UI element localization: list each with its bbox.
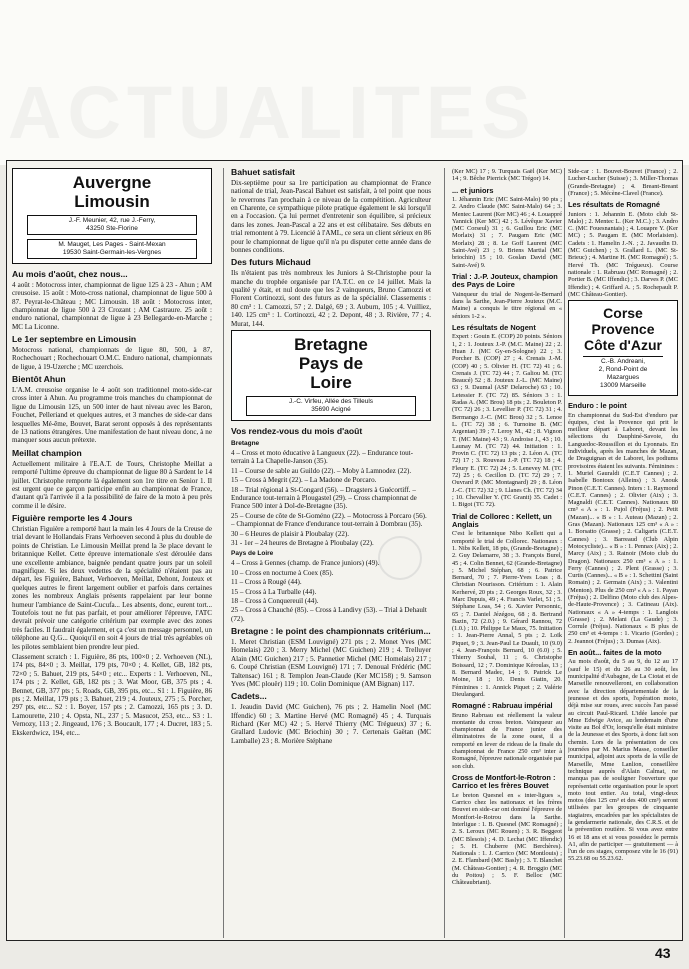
event-item: 4 – Cross à Gennes (champ. de France juniors) (49). — [231, 559, 380, 568]
region-title: Bretagne Pays de Loire — [294, 335, 368, 393]
article-heading: ... et juniors — [452, 185, 494, 195]
region-title: Auvergne Limousin — [72, 173, 152, 211]
article-text: Side-car : 1. Bouvet-Bouvet (France) ; 2. Lucher-Lucher (Suisse) ; 3. Miller-Thomas (Grande-Bretagne) ; 4. Breant-Breant (France) ; 5. Mécène-Clavel (France). — [568, 168, 678, 197]
column-divider — [223, 168, 224, 938]
subheading: Bretagne — [231, 439, 260, 447]
event-item: 25 – Course de côte de St-Goméno (22). – Motocross à Porcaro (56). – Championnat de France d'endurance tout-terrain à Dombrau (35). — [231, 511, 427, 529]
article-heading: Meillat champion — [12, 447, 82, 458]
region-box-bretagne — [231, 330, 431, 421]
article-text: Bruno Rabruau est réellement la valeur montante du cross breton. Vainqueur au championnat de France junior des éliminatoires de la zone ouest, il a remporté en lever de rideau de la finale du championnat de France 250 cm³ inter à Romagné, l'épreuve nationale organisée par son club. — [452, 711, 562, 770]
article-heading: Les résultats de Romagné — [568, 200, 661, 210]
event-item: 11 – Cross à Rougé (44). — [231, 578, 302, 587]
event-item: 25 – Cross à Chauché (85). – Cross à Landivy (53). – Trial à Dehault (72). — [231, 606, 427, 623]
article-text: Vainqueur du trial de Nogent-le-Bernard dans la Sarthe, Jean-Pierre Jouteux (M.C. Maine) a conquis le titre régional en « séniors 1-2 ». — [452, 290, 562, 320]
article-text: L'A.M. creusoise organise le 4 août son traditionnel moto-side-car cross inter à Ahun. Au programme trois manches du championnat de ligue du Limousin 125, un 500 inter de haut niveau avec les Baron, Fouchet, Pelleriand et quelques autres, et 3 manches de side-car dans lesquelles Mé-ême, Bouvet, Barat seront opposés à des représentants de 13 nations étrangères. Une manifestation de haut niveau donc, à ne manquer sous aucun prétexte. — [12, 386, 212, 445]
article-heading: Enduro : le point — [568, 401, 627, 411]
event-item: 15 – Cross à Megrit (22). – La Madone de Porcaro. — [231, 476, 377, 485]
results-text: Classement scratch : 1. Figuière, 86 pts, 100×0 ; 2. Verhoeven (NL), 174 pts, 84×0 ; 3. Meillat, 179 pts, 70×0 ; 4. Kellet, GB, 182 pts, 72×0 ; 5. Bahuet, 219 pts, 54×0 ; etc... Experts : 1. Verhoeven, NL, 174 pts ; 2. Kellet, GB, 182 pts ; 3. Wat Moor, GB, 375 pts ; 4. Bennet, GB, 377 pts ; 5. Roads, GB, 395 pts, etc... S1 : 1. Figuière, 86 pts ; 2. Meillat, 179 pts ; 3. Bahuet, 219 ; 4. Jouteux, 275 ; 5. Porcher, 297 pts, etc... S2 : 1. Boyer, 157 pts ; 2. Camozzi, 165 pts ; 3. D. Lamourette, 210 ; 4. Opsta, NL, 237 ; 5. Masucot, 253, etc... S3 : 1. Vernozy, 113 ; 2. Jingeaud, 176 ; 3. Boucault, 177 ; 4. Ducret, 183 ; 5. Ekskerdwicz, 194, etc... — [12, 653, 212, 737]
event-item: 4 – Cross et moto éducative à Langueux (22). – Endurance tout-terrain à La Chapelle-Janson (35). — [231, 448, 414, 466]
column-4 — [568, 168, 678, 936]
event-item: 15 – Cross à La Turballe (44). — [231, 587, 317, 596]
column-1 — [12, 168, 212, 936]
article-heading: Au mois d'août, chez nous... — [12, 269, 128, 279]
article-text: Dix-septième pour sa 1re participation au championnat de France national de trial, Jean-Pascal Bahuet est satisfait, à tel point que nous le reverrons l'an prochain à ce niveau de la compétition. Agriculteur en Charente, ce sympathique pilote pratique également le ski lorsqu'il en a l'occasion. Ça lui permet d'entretenir son équilibre, si précieux dans les zones. Jean-Pascal a 22 ans et est célibataire. Ses débuts en trial remontent à 79. Licencié à l'AML, ce sera un client sérieux en 86 pour le championnat de ligue qu'il n'a pu disputer cette année dans de bonnes conditions. — [231, 178, 431, 255]
article-text: 4 août : Motocross inter, championnat de ligue 125 à 23 - Ahun ; AM creusoise. 15 août : Moto-cross national, championnat de ligue 500 à 87. Peyrat-le-Château ; MC Limousin. 18 août : Motocross inter, championnat de ligue 500 à 23 Crozant ; AM Castraure. 25 août : enduro national, championnat de ligue à 23 Bellegarde-en-Marche ; MC La Liconne. — [12, 280, 212, 331]
region-box-corse — [568, 300, 678, 396]
article-text: En championnat du Sud-Est d'enduro par équipes, c'est la Provence qui prit le meilleur départ à Laboret, devant les sélections du Dauphiné-Savoie, du Languedoc-Roussillon et du Lyonnais. En individuels, après les manches de Mazan, de Draguignan et de Laboret, les podiums provisoires étaient les suivants. Féminines : 1. Muriel Gauraldi (C.E.T Cannes) ; 2. Isabelle Bontoux (Alleins) ; 3. Anouk Pinon (C.E.T. Cannes). Inters : 1. Raymond (C.E.T. Cannes) ; 2. Olivier (Aix) ; 3. Magnaldi (C.E.T. Cannes). Nationaux 80 cm³ « A » : 1. Pujol (Fréjus) ; 2. Petit (Mazan)... « B » : 1. Auteau (Mazan) ; 2. Gras (Mazan). Nationaux 125 cm³ « A » : 1. Borsatto (Grasse) ; 2. Caligaris (C.E.T. Cannes) ; 3. Barreaud (Club Alpin Motocycliste)... « B » : 1. Pennax (Aix) ; 2. Marcy (Aix) ; 3. Rainoir (Moto club du Dragon). Nationaux 250 cm³ « A » : 1. Ferry (Cannes) ; 2. Plent (Grasse) ; 3. Curtis (Cannes)... « B » : 1. Schettini (Saint Romain) ; 2. Germain (Aix) ; 3. Valentini (Menton). Plus de 250 cm³ « A » : 1. Payan (Fréjus) ; 2. Delfino (Moto club des Alpes-de-Haute-Provence) ; 3. Catineau (Aix). Nationaux « A » 4-temps : 1. Langlois (Grasse) ; 2. Melani (La Gaude) ; 3. Corrule (Fréjus). Nationaux « B plus de 250 cm³ et 4-temps : 1. Vicario (Gordes) ; 2. Jeannot (Fréjus) ; 3. Dumas (Aix). — [568, 411, 678, 645]
article-text: 1. Jeaudin David (MC Guichen), 76 pts ; 2. Hamelin Noel (MC Iffendic) 60 ; 3. Martine Hervé (MC Romagné) 45 ; 4. Turquais Richard (Ker MC) 42 ; 5. Hervé Thierry (MC Trégueux) 37 ; 6. Grallard Ludovic (MC Briochin) 30 ; 7. Certenais Gaëtan (MC Lamballe) 23 ; 8. Morière Stéphane — [231, 703, 431, 745]
article-heading: Bretagne : le point des championnats critérium... — [231, 626, 431, 637]
article-text: Au mois d'août, du 5 au 9, du 12 au 17 (sauf le 15) et du 26 au 30 août, les municipalité d'Aubagne, de La Ciotat et de Marseille renouvelleront, en collaboration avec la direction départementale de la jeunesse et des sports, l'opération moto, déjà mise sur roues, avec succès l'an passé au circuit Paul-Ricard. L'idée lancée par Mme Edwige Avice, au lendemain d'une visite au Bol d'Or, lorsqu'elle était ministre de la Jeunesse et des Sports, à donc fait son chemin. Lors de la présentation de ces journées par M. Marius Masse, conseiller municipal, adjoint aux sports de la ville de Marseille, Mme Lanlion, conseillère technique auprès d'Alain Calmat, ne manqua pas de souligner l'ouverture que représentait cette organisation pour le sport moto tout entier. Au total, vingt-deux motos (des 125 cm³ et des 400 cm³) seront utilisées par les groupes de cinquante stagiaires, encadrées par les spécialistes de la gendarmerie nationale, des C.R.S. et de la prévention routière. Si vous avez entre 16 et 18 ans et si vous possédez le permis A1, afin de participer — gratuitement — à l'un de ces stages, composez vite le 16 (91) 55.23.68 ou 55.23.62. — [568, 658, 678, 863]
banner-title: ACTUALITES — [8, 71, 537, 154]
article-heading: En août... faites de la moto — [568, 648, 662, 658]
article-heading: Cross de Montfort-le-Rotron : Carrico et les frères Bouvet — [452, 772, 556, 791]
article-text: Christian Figuière a remporté haut la main les 4 Jours de la Creuse de trial devant le Hollandais Frans Verhoeven second à plus du double de points de Christian. Le Limousin Meillat prend la 3e place devant le britannique Kellet. Cette épreuve internationale s'est déroulée dans une excellente ambiance, baignée pendant quatre jours par un soleil magnifique. Si les deux vedettes de la spécialité n'étaient pas au départ, les Figuière, Bahuet, Verhoeven, Meillat, Dehont, Jouteux et quelques autres le firent largement oublier et parfois dans certaines zones les nombreux Anglais présents rappelaient par leur bonne humeur l'ambiance de Saint-Cucufa... Les absents, donc, eurent tort... Toutefois tout ne fut pas parfait, et pour améliorer l'épreuve, l'ATC devrait prévoir une catégorie critérium par exemple avec des zones très faciles. Il faudrait également, et ça c'est un message personnel, un téléphone au Q.G... Quoiqu'il en soit 4 jours de trial très agréables où les pilotes semblaient bien prendre leur pied. — [12, 524, 212, 651]
article-text: 1. Meret Christian (ESM Louvigné) 271 pts ; 2. Monet Yves (MC Homelais) 220 ; 3. Merry Michel (MC Guichen) 219 ; 4. Trelluyer Alain (MC Guichen) 217 ; 5. Pannetier Michel (MC Homelais) 217 ; 6. Coupé Christian (ESM Louvigné) 171 ; 7. Denoual Frédéric (MC Taltensac) 161 ; 8. Templon Jean-Claude (Ker MC158) ; 9. Samson Yves (MC plouër) 119 ; 10. Colin Dominique (AM Bignan) 117. — [231, 638, 431, 689]
header-banner — [0, 0, 689, 165]
article-heading: Des futurs Michaud — [231, 257, 311, 268]
article-heading: Vos rendez-vous du mois d'août — [231, 426, 363, 437]
column-divider — [444, 168, 445, 938]
article-text: 1. Jéhannin Eric (MC Saint-Malo) 90 pts ; 2. Andro Claude (MC Saint-Malo) 64 ; 3. Mentec Laurent (Ker MC) 46 ; 4. Louappré Yannick (Ker MC) 42 ; 5. Lévêque Xavier (MC Corseul) 31 ; 6. Guillou Eric (MC Morlaix) 31 ; 7. Paugam Eric (MC Morlaix) 28 ; 8. Le Goff Laurent (MC Saint-Avé) 23 ; 9. Briens Martial (MC briochin) 15 ; 10. Goslan David (MC Saint-Avé) 9. — [452, 196, 562, 269]
article-heading: Trial : J.-P. Jouteux, champion des Pays de Loire — [452, 271, 558, 290]
region-address: C.-B. Andreani, 2, Rond-Point de Mazargues 13009 Marseille — [583, 356, 663, 391]
event-item: 18 – Cross à Conquereuil (44). — [231, 596, 319, 605]
region-title: Corse Provence Côte d'Azur — [584, 305, 662, 354]
article-text: Expert : Gouin E. (COP) 20 points. Séniors 1, 2 : 1. Jouteux J.-P. (M.C. Maine) 22 ; 2. Huan J. (MC Gy-en-Sologne) 22 ; 3. Porcher B. (COP) 27 ; 4. Crenais J.-M. (COP) 40 ; 5. Olivier H. (TC 72) 41 ; 6. Crenais J. (TC 72) 44 ; 7. Galiou M. (TC Beaucé) 52 ; 8. Jouteux J.-L. (MC Maine) 63 ; 9. Daumal (ASF Delaroche) 63 ; 10. Letessier F. (TC 72) 85. Séniors 3 : 1. Radas A. (MC Brou) 18 pts ; 2. Bouleton P. (TC 72) 26 ; 3. Levellier P. (TC 72) 31 ; 4. Bermango J.-C. (MC Brou) 32 ; 5. Lenoe L. (TC 72) 38 ; 6. Turnoine B. (MC Argentan) 39 ; 7. Leroy M., 42 ; 8. Vignon T. (MC Maine) 43 ; 9. Androise J., 43 ; 10. Launay M. (TC 72) 44. Initiation : 1. Provin C. (TC 72) 13 pts ; 2. Léon A. (TC 72) 17 ; 3. Rouveau J.-P. (TC 72) 18 ; 4. Fleury E. (TC 72) 24 ; 5. Lenevey M. (TC 72) 25 ; 6. Cecillon D. (TC 72) 29 ; 7. Ouvrard P. (MC Montagnard) 29 ; 8. Léon J.-C. (TC 72) 32 ; 9. Llanes Ch. (TC 72) 34 ; 10. Chevallier Y. (TC Granit) 35. Cadet : 1. Bigot (TC 72). — [452, 333, 562, 509]
region-address: J.-F. Meunier, 42, rue J.-Ferry, 43250 Ste-Florine — [27, 215, 197, 235]
article-heading: Le 1er septembre en Limousin — [12, 334, 137, 345]
column-divider — [564, 168, 565, 938]
article-heading: Trial de Collorec : Kellett, un Anglais — [452, 511, 552, 529]
article-text: (Ker MC) 17 ; 9. Turquais Gaël (Ker MC) 14 ; 9. Bêche Pierrick (MC Trégor) 14. — [452, 168, 562, 183]
event-item: 30 – 6 Heures de plaisir à Ploubalay (22). — [231, 529, 350, 538]
article-heading: Bientôt Ahun — [12, 374, 66, 385]
article-heading: Figuière remporte les 4 Jours — [12, 513, 133, 524]
event-item: 10 – Cross en nocturne à Coex (85). — [231, 568, 334, 577]
article-text: Le breton Quesnel en « inter-ligues », Carrico chez les nationaux et les frères Bouvet en side-car ont dominé l'épreuve de Montfort-le-Rotrou dans la Sarthe. Interligue : 1. B. Quesnel (MC Romagné) ; 2. S. Leroux (MC Rouen) ; 3. R. Beggeot (MC Blesois) ; 4. D. Lechat (MC Iffendic) ; 5. H. Chuberre (MC Berchères). Nationals : 1. J. Carrico (MC Montlouis) ; 2. E. Flambard (MC Basly) ; 3. T. Blanchet (M. Château-Gontier) ; 4. R. Broggio (MC du Poitou) ; 5. F. Belloc (MC Châteaubriant). — [452, 791, 562, 887]
column-3 — [452, 168, 562, 936]
subheading: Pays de Loire — [231, 550, 274, 558]
article-text: Ils n'étaient pas très nombreux les Juniors à St-Christophe pour la manche du trophée organisée par l'A.T.C. en ce 14 juillet. Mais la qualité y était, et nul doute que les 2 vainqueurs, Bruno Camozzi et Florent Cortinozzi, sont des futurs as de la spécialité. Classements : 80 cm³ : 1. Camozzi, 57 ; 2. Dalgé, 69 ; 3. Auburn, 105 ; 4. Vuilliez, 140. 125 cm³ : 1. Cortinozzi, 42 ; 2. Depont, 48 ; 3. Rivière, 77 ; 4. Murat, 144. — [231, 269, 431, 328]
region-address: M. Mauget, Les Pages - Saint-Mexan 19530 Saint-Germain-les-Vergnes — [27, 239, 197, 259]
article-text: C'est le britannique Nibo Kellett qui a remporté le trial de Collorec. Nationaux : 1. Nibs Kellett, 18 pts, (Grande-Bretagne) ; 2. Guy Delamarre, 38 ; 3. François Burel, 45 ; 4. Colin Bennet, 62 (Grande-Bretagne) ; 5. Michel Stéphan, 68 ; 6. Patrice Bernard, 70 ; 7. Pierre-Yves Loas ; 8. Christian Nourisson. Critérium : 1. Alain Kerhervé, 20 pts ; 2. Georges Roux, 32 ; 3. Marc Dupuis, 49 ; 4. Francis Varlet, 51 ; 5. Stéphane Loas, 54 ; 6. Xavier Personnic, 65 ; 7. Daniel Jézégou, 68 ; 8. Bertrand Bazin, 72 (2.0.) ; 9. Gérard Rannou, 72 (1.0.) ; 10. Philippe Le Maux, 75. Initiation : 1. Jean-Pierre Annal, 5 pts ; 2. Loïk Piquet, 9 ; 3. Jean-Paul Le Duault, 10 (9.0) ; 4. Jean-François Bernard, 10 (6.0) ; 5. Thierry Souhal, 11 ; 6. Christophe Boissard, 12 ; 7. Dominique Kéroulas, 13 ; 8. Bernard Madec, 14 ; 9. Patrick Le Moine, 18 ; 10. Denis Giatin, 20. Féminines : 1. Annick Piquet ; 2. Valérie Dieulangard. — [452, 530, 562, 698]
article-text: Motocross national, championnats de ligue 80, 500, à 87, Rochechouart ; Rochechouart O.M.C. Enduro national, championnats de ligue, à 19-Uzerche ; MC uzerchois. — [12, 346, 212, 371]
region-box-auvergne — [12, 168, 212, 264]
article-text: Actuellement militaire à l'E.A.T. de Tours, Christophe Meillat a remporté l'ultime épreuve du championnat de ligue 80 à Sardent le 14 juillet. Christophe remporte là également son 1re titre en Senior 1. Il est urgent que ce garçon participe enfin au championnat de France, d'autant qu'à l'arrivée il a la possibilité de faire de la moto à peu près comme il le désire. — [12, 459, 212, 510]
page-number: 43 — [655, 945, 671, 961]
region-address: J.-C. Virfeu, Allée des Tilleuls 35690 Acigné — [246, 396, 416, 416]
article-heading: Cadets... — [231, 691, 267, 702]
watermark-logo-icon — [378, 536, 422, 580]
event-item: 31 - 1er – 24 heures de Bretagne à Ploubalay (22). — [231, 538, 374, 547]
event-item: 11 – Course de sable au Guildo (22). – Moby à Lamnodez (22). — [231, 466, 412, 475]
article-heading: Les résultats de Nogent — [452, 322, 536, 332]
event-item: 18 – Trial régional à St-Congard (56). – Dragsters à Guécortiff. – Endurance tout-terrain à Plougastel (29). – Cross championnat de France 500 inter à Dol-de-Bretagne (35). — [231, 485, 417, 511]
article-text: Juniors : 1. Jehannin E. (Moto club St-Malo) ; 2. Mentec L. (Ker M.C.) ; 3. Andro C. (MC Fouesnantais) ; 4. Louapre Y. (Ker MC) ; 5. Paugam E. (MC Morlaisien). Cadets : 1. Hamelin J.-N. ; 2. Javaudin D. (MC Guichen) ; 3. Grallard L. (MC St-Brieuc) ; 4. Martine H. (MC Romagné) ; 5. Hervé Th. (MC Trégueux). Course nationale : 1. Rabruau (MC Romagné) ; 2. Portier B. (MC Iffendic) ; 3. Darves P. (MC Iffendic) ; 4. Griffard A. ; 5. Rochepault P. (MC Château-Gontier). — [568, 210, 678, 298]
article-heading: Bahuet satisfait — [231, 168, 295, 177]
article-heading: Romagné : Rabruau impérial — [452, 701, 553, 711]
